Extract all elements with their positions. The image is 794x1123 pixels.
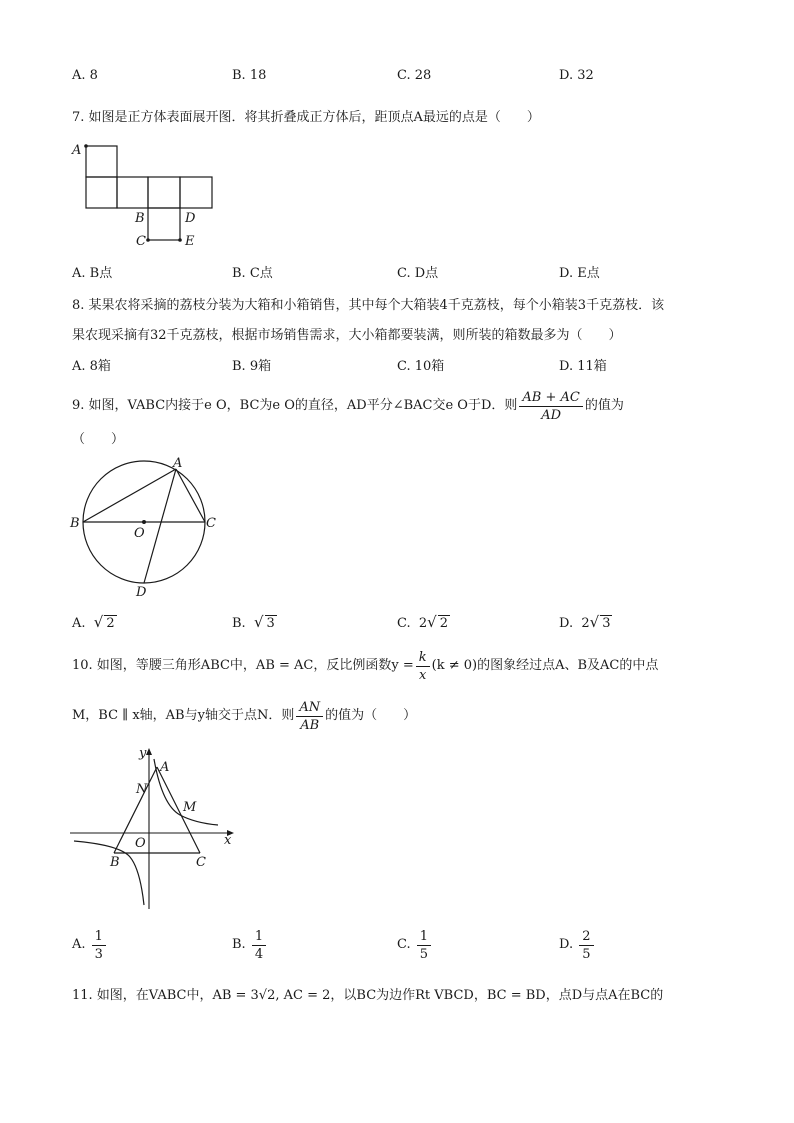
q6-option-c: C. 28 — [397, 68, 432, 83]
q10-label-o: O — [135, 836, 146, 851]
q9-option-a: A. √ 2 — [72, 613, 115, 631]
q10-option-a: A. $\frac{1}{3}$ — [72, 924, 108, 966]
q10-label-n: N — [136, 782, 148, 797]
q10-function-denominator: x — [419, 667, 427, 683]
q9-stem-part2: 的值为 — [584, 398, 624, 413]
q10-option-b-den: 4 — [254, 946, 264, 962]
q9-option-c-coef: 2 — [418, 616, 428, 631]
q10-option-a-num: 1 — [92, 928, 106, 946]
q8-option-d: D. 11箱 — [559, 359, 607, 374]
q9-option-b: B. √ 3 — [232, 613, 275, 631]
q6-option-b: B. 18 — [232, 68, 267, 83]
q10-stem-part1: 10. 如图，等腰三角形ABC中，AB = AC，反比例函数y = — [72, 658, 414, 673]
q10-label-b: B — [110, 855, 120, 870]
q10-option-c-den: 5 — [419, 946, 429, 962]
q10-function-fraction — [416, 649, 430, 684]
q8-stem-line2: 果农现采摘有32千克荔枝，根据市场销售需求，大小箱都要装满，则所装的箱数最多为（ ） — [72, 328, 622, 343]
q10-option-d: D. $\frac{2}{5}$ — [559, 924, 596, 966]
q7-option-d: D. E点 — [559, 266, 600, 281]
q6-options — [72, 66, 734, 86]
q10-option-c: C. $\frac{1}{5}$ — [397, 924, 433, 966]
q10-fraction — [296, 699, 323, 734]
q6-option-d: D. 32 — [559, 68, 594, 83]
q10-stem-line1 — [72, 646, 658, 686]
q8-stem-line1: 8. 某果农将采摘的荔枝分装为大箱和小箱销售，其中每个大箱装4千克荔枝，每个小箱装3千克荔枝．该 — [72, 298, 665, 313]
q9-label-b: B — [70, 516, 80, 531]
q9-fraction — [519, 389, 582, 424]
q10-label-a: A — [160, 760, 170, 775]
q10-label-c: C — [196, 855, 206, 870]
q9-stem-line2: （ ） — [72, 432, 125, 447]
q10-option-b-num: 1 — [252, 928, 266, 946]
q7-option-c: C. D点 — [397, 266, 439, 281]
q10-option-d-num: 2 — [579, 928, 593, 946]
q10-option-d-den: 5 — [582, 946, 591, 962]
q10-coordinate-figure — [70, 745, 240, 913]
q10-function-condition: (k ≠ 0) — [431, 658, 478, 673]
q7-label-a: A — [72, 143, 82, 158]
q9-stem — [72, 386, 624, 426]
q10-stem-part2: 的图象经过点A、B及AC的中点 — [477, 658, 659, 673]
q9-label-c: C — [206, 516, 216, 531]
q9-fraction-denominator: AD — [541, 407, 562, 423]
q7-cube-net-figure — [68, 140, 228, 255]
q7-label-d: D — [185, 211, 196, 226]
q10-fraction-denominator: AB — [300, 717, 320, 733]
q7-label-b: B — [135, 211, 145, 226]
q10-option-c-num: 1 — [417, 928, 431, 946]
q10-fraction-numerator: AN — [296, 699, 323, 717]
q9-circle-figure — [66, 455, 226, 603]
q10-stem-line2 — [72, 696, 416, 736]
q10-label-y: y — [139, 746, 147, 761]
q6-option-a: A. 8 — [72, 68, 98, 83]
q10-label-m: M — [183, 800, 197, 815]
q10-label-x: x — [224, 833, 232, 848]
q9-option-a-radicand: 2 — [106, 616, 115, 631]
q7-label-e: E — [185, 234, 195, 249]
q9-option-d-coef: 2 — [581, 616, 590, 631]
q10-option-b: B. $\frac{1}{4}$ — [232, 924, 268, 966]
q9-option-c-radicand: 2 — [439, 616, 449, 631]
q7-stem: 7. 如图是正方体表面展开图．将其折叠成正方体后，距顶点A最远的点是（ ） — [72, 110, 540, 125]
q10-options — [72, 924, 734, 966]
q9-option-b-radicand: 3 — [266, 616, 275, 631]
q9-fraction-numerator: AB + AC — [519, 389, 582, 407]
q9-option-d: D. 2√ 3 — [559, 613, 611, 631]
q7-options — [72, 264, 734, 284]
q9-label-d: D — [136, 585, 147, 600]
q9-option-c: C. 2√ 2 — [397, 613, 449, 631]
q9-label-a: A — [173, 456, 183, 471]
q8-options — [72, 357, 734, 377]
q7-label-c: C — [136, 234, 146, 249]
q7-option-b: B. C点 — [232, 266, 273, 281]
q9-options — [72, 612, 734, 636]
q8-option-a: A. 8箱 — [72, 359, 111, 374]
q10-function-numerator: k — [416, 649, 430, 667]
q8-option-c: C. 10箱 — [397, 359, 445, 374]
q10-option-a-den: 3 — [94, 946, 103, 962]
q9-label-o: O — [134, 526, 145, 541]
q9-stem-part1: 9. 如图，VABC内接于e O，BC为e O的直径，AD平分∠BAC交e O于D．则 — [72, 398, 518, 413]
q9-option-d-radicand: 3 — [602, 616, 611, 631]
q10-stem-line2-part1: M，BC ∥ x轴，AB与y轴交于点N．则 — [72, 708, 295, 723]
q8-option-b: B. 9箱 — [232, 359, 272, 374]
q10-stem-line2-part2: 的值为（ ） — [325, 708, 417, 723]
q7-option-a: A. B点 — [72, 266, 113, 281]
q11-stem: 11. 如图，在VABC中，AB = 3√2, AC = 2，以BC为边作Rt VBCD，BC = BD，点D与点A在BC的 — [72, 988, 664, 1003]
